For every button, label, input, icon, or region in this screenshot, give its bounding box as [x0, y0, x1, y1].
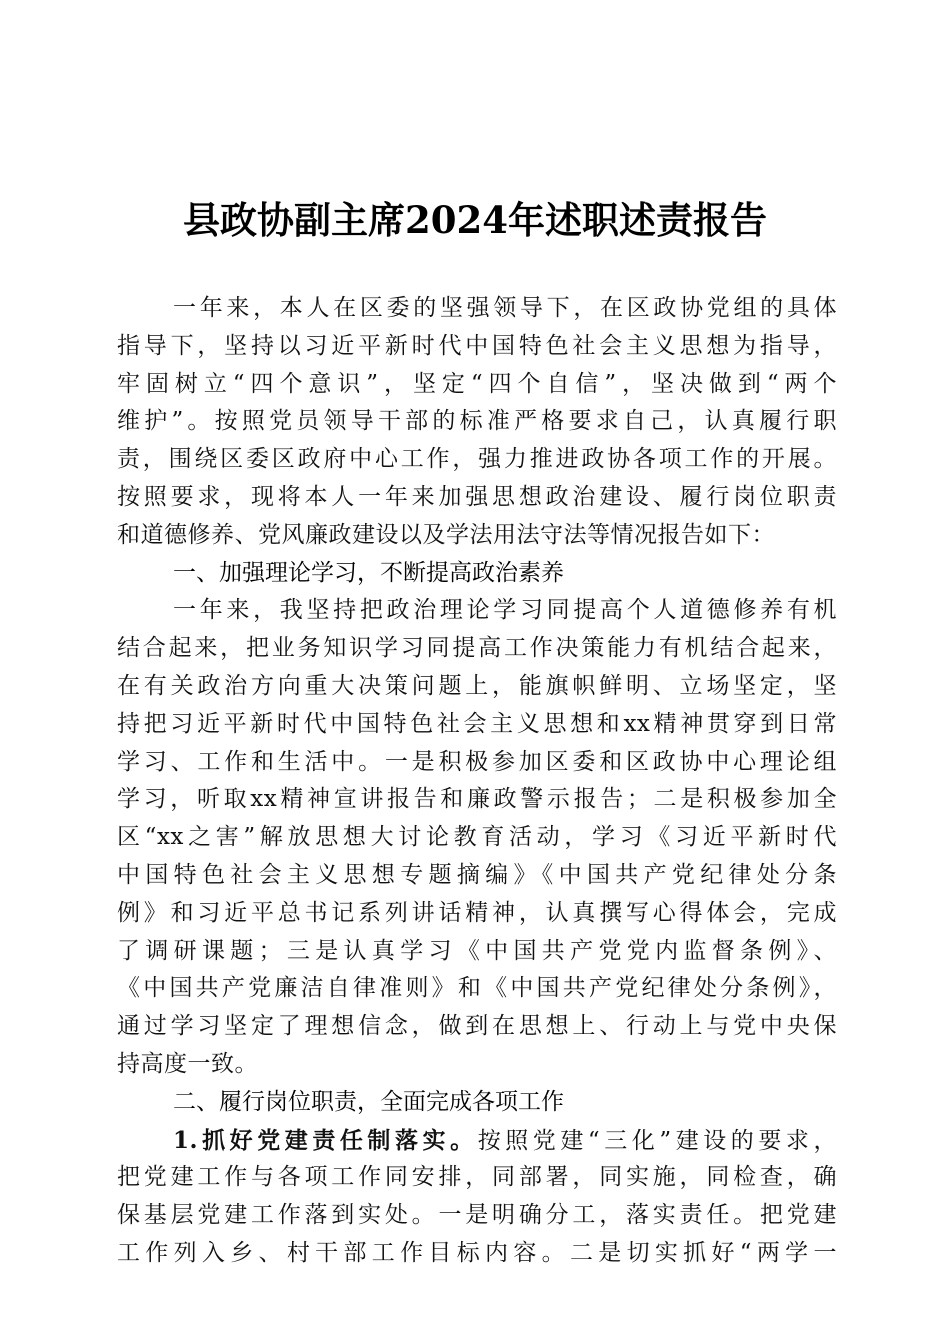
item-text: 按照党建“三化”建设的要求， — [477, 1127, 837, 1154]
paragraph-line: 了调研课题；三是认真学习《中国共产党党内监督条例》、 — [117, 937, 837, 964]
paragraph-line: 维护”。按照党员领导干部的标准严格要求自己，认真履行职 — [117, 408, 837, 435]
paragraph-line: 例》和习近平总书记系列讲话精神，认真撰写心得体会，完成 — [117, 899, 837, 926]
paragraph-line: 一年来，本人在区委的坚强领导下，在区政协党组的具体 — [173, 295, 837, 321]
paragraph-line: 责，围绕区委区政府中心工作，强力推进政协各项工作的开展。 — [117, 446, 837, 473]
item-lead: 1.抓好党建责任制落实。 — [173, 1126, 478, 1154]
paragraph-line: 学习、工作和生活中。一是积极参加区委和区政协中心理论组 — [117, 748, 837, 775]
paragraph-line: 学习，听取xx精神宣讲报告和廉政警示报告；二是积极参加全 — [117, 786, 837, 813]
paragraph-line: 保基层党建工作落到实处。一是明确分工，落实责任。把党建 — [117, 1202, 837, 1229]
paragraph-line: 和道德修养、党风廉政建设以及学法用法守法等情况报告如下： — [117, 521, 775, 548]
paragraph-line: 按照要求，现将本人一年来加强思想政治建设、履行岗位职责 — [117, 483, 837, 510]
section-heading-2: 二、履行岗位职责，全面完成各项工作 — [173, 1088, 564, 1115]
paragraph-line — [117, 1122, 837, 1160]
paragraph-line: 结合起来，把业务知识学习同提高工作决策能力有机结合起来， — [117, 635, 837, 662]
paragraph-line: 中国特色社会主义思想专题摘编》《中国共产党纪律处分条 — [117, 861, 837, 888]
paragraph-line: 工作列入乡、村干部工作目标内容。二是切实抓好“两学一 — [117, 1239, 837, 1266]
paragraph-line: 一年来，我坚持把政治理论学习同提高个人道德修养有机 — [173, 597, 837, 624]
paragraph-line: 通过学习坚定了理想信念，做到在思想上、行动上与党中央保 — [117, 1013, 837, 1040]
paragraph-line: 持高度一致。 — [117, 1050, 258, 1077]
section-heading-1: 一、加强理论学习，不断提高政治素养 — [173, 559, 564, 586]
document-body — [117, 290, 837, 1273]
paragraph-line: 《中国共产党廉洁自律准则》和《中国共产党纪律处分条例》， — [117, 975, 837, 1002]
paragraph-line: 牢固树立“四个意识”，坚定“四个自信”，坚决做到“两个 — [117, 370, 837, 397]
paragraph-line: 指导下，坚持以习近平新时代中国特色社会主义思想为指导， — [117, 332, 837, 359]
document-title: 县政协副主席2024年述职述责报告 — [183, 198, 767, 242]
paragraph-line: 区“xx之害”解放思想大讨论教育活动，学习《习近平新时代 — [117, 824, 837, 851]
paragraph-line: 把党建工作与各项工作同安排，同部署，同实施，同检查，确 — [117, 1164, 837, 1191]
paragraph-line: 在有关政治方向重大决策问题上，能旗帜鲜明、立场坚定，坚 — [117, 672, 837, 699]
paragraph-line: 持把习近平新时代中国特色社会主义思想和xx精神贯穿到日常 — [117, 710, 837, 737]
